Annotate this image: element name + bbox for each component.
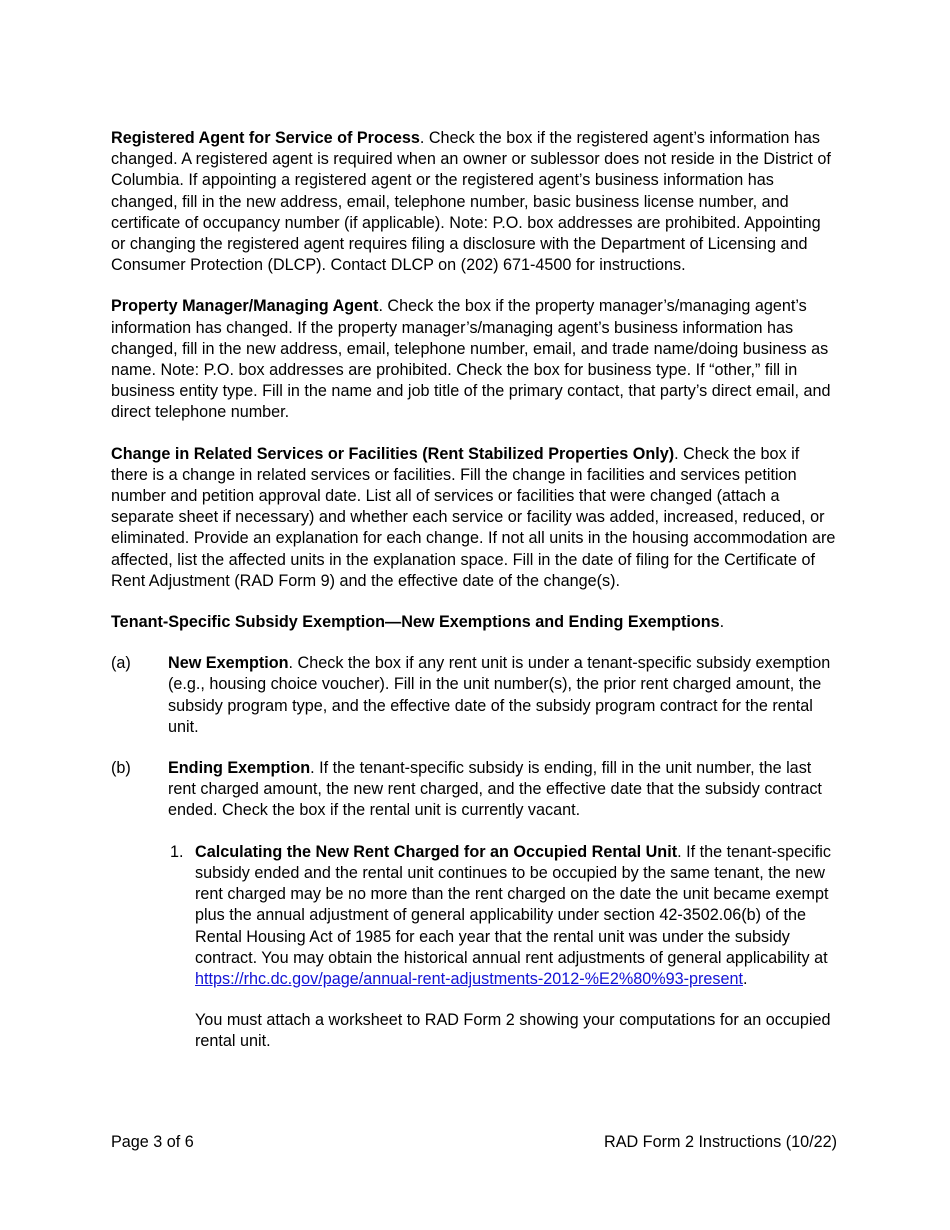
paragraph-heading-change-related-services: Change in Related Services or Facilities (Rent Stabilized Properties Only)	[111, 444, 675, 463]
list-marker-1: 1.	[170, 842, 184, 861]
page-footer	[111, 1132, 837, 1153]
paragraph-text-property-manager: . Check the box if the property manager’s/managing agent’s information has changed. If the property manager’s/managing agent’s business information has changed, fill in the new address, email, telephone number, email, and trade name/doing business as name. Note: P.O. box addresses are prohibited. Check the box for business type. If “other,” fill in business entity type. Fill in the name and job title of the primary contact, that party’s direct email, and direct telephone number.	[111, 297, 831, 422]
paragraph-registered-agent	[111, 128, 837, 276]
footer-form-label: RAD Form 2 Instructions (10/22)	[604, 1133, 837, 1151]
paragraph-change-related-services	[111, 444, 837, 592]
paragraph-heading-tenant-specific-subsidy: Tenant-Specific Subsidy Exemption—New Exemptions and Ending Exemptions	[111, 613, 720, 632]
list-marker-b: (b)	[111, 759, 131, 778]
paragraph-heading-registered-agent: Registered Agent for Service of Process	[111, 129, 420, 147]
list-item-text-new-exemption: . Check the box if any rent unit is under a tenant-specific subsidy exemption (e.g., housing choice voucher). Fill in the unit number(s), the prior rent charged amount, the subsidy program type, and the effective date of the subsidy program contract for the rental unit.	[168, 654, 831, 736]
paragraph-text-tenant-specific-subsidy: .	[719, 613, 725, 632]
list-item-heading-ending-exemption: Ending Exemption	[168, 759, 311, 778]
list-item-text-ending-exemption: . If the tenant-specific subsidy is ending, fill in the unit number, the last rent charged amount, the new rent charged, and the effective date that the subsidy contract ended. Check the box if the rental unit is currently vacant.	[168, 759, 822, 820]
list-item-text-calculating-new-rent: . If the tenant-specific subsidy ended and the rental unit continues to be occupied by the same tenant, the new rent charged may be no more than the rent charged on the date the unit became exempt plus the annual adjustment of general applicability under section 42-3502.06(b) of the Rental Housing Act of 1985 for each year that the rental unit was under the subsidy contract. You may obtain the historical annual rent adjustments of general applicability at	[195, 842, 831, 967]
paragraph-text-registered-agent: . Check the box if the registered agent’s information has changed. A registered agent is required when an owner or sublessor does not reside in the District of Columbia. If appointing a registered agent or the registered agent’s business information has changed, fill in the new address, email, telephone number, basic business license number, and certificate of occupancy number (if applicable). Note: P.O. box addresses are prohibited. Appointing or changing the registered agent requires filing a disclosure with the Department of Licensing and Consumer Protection (DLCP). Contact DLCP on (202) 671-4500 for instructions.	[111, 129, 831, 275]
list-item	[111, 653, 837, 738]
paragraph-closing-worksheet: You must attach a worksheet to RAD Form 2 showing your computations for an occupied rental unit.	[195, 1011, 831, 1051]
footer-page-number: Page 3 of 6	[111, 1133, 194, 1151]
paragraph-text-change-related-services: . Check the box if there is a change in related services or facilities. Fill the change in facilities and services petition number and petition approval date. List all of services or facilities that were changed (attach a separate sheet if necessary) and whether each service or facility was added, increased, reduced, or eliminated. Provide an explanation for each change. If not all units in the housing accommodation are affected, list the affected units in the explanation space. Fill in the date of filing for the Certificate of Rent Adjustment (RAD Form 9) and the effective date of the change(s).	[111, 444, 836, 590]
paragraph-property-manager	[111, 296, 837, 423]
list-item-text-after-link: .	[743, 969, 748, 988]
document-body	[111, 128, 837, 1053]
paragraph-tenant-specific-subsidy	[111, 612, 837, 633]
list-item	[111, 842, 837, 990]
list-item-heading-calculating-new-rent: Calculating the New Rent Charged for an Occupied Rental Unit	[195, 842, 678, 861]
list-item-heading-new-exemption: New Exemption	[168, 654, 289, 673]
list-marker-a: (a)	[111, 654, 131, 673]
list-item	[111, 758, 837, 822]
paragraph-heading-property-manager: Property Manager/Managing Agent	[111, 297, 379, 316]
annual-rent-adjustments-link[interactable]: https://rhc.dc.gov/page/annual-rent-adjustments-2012-%E2%80%93-present	[195, 969, 743, 988]
